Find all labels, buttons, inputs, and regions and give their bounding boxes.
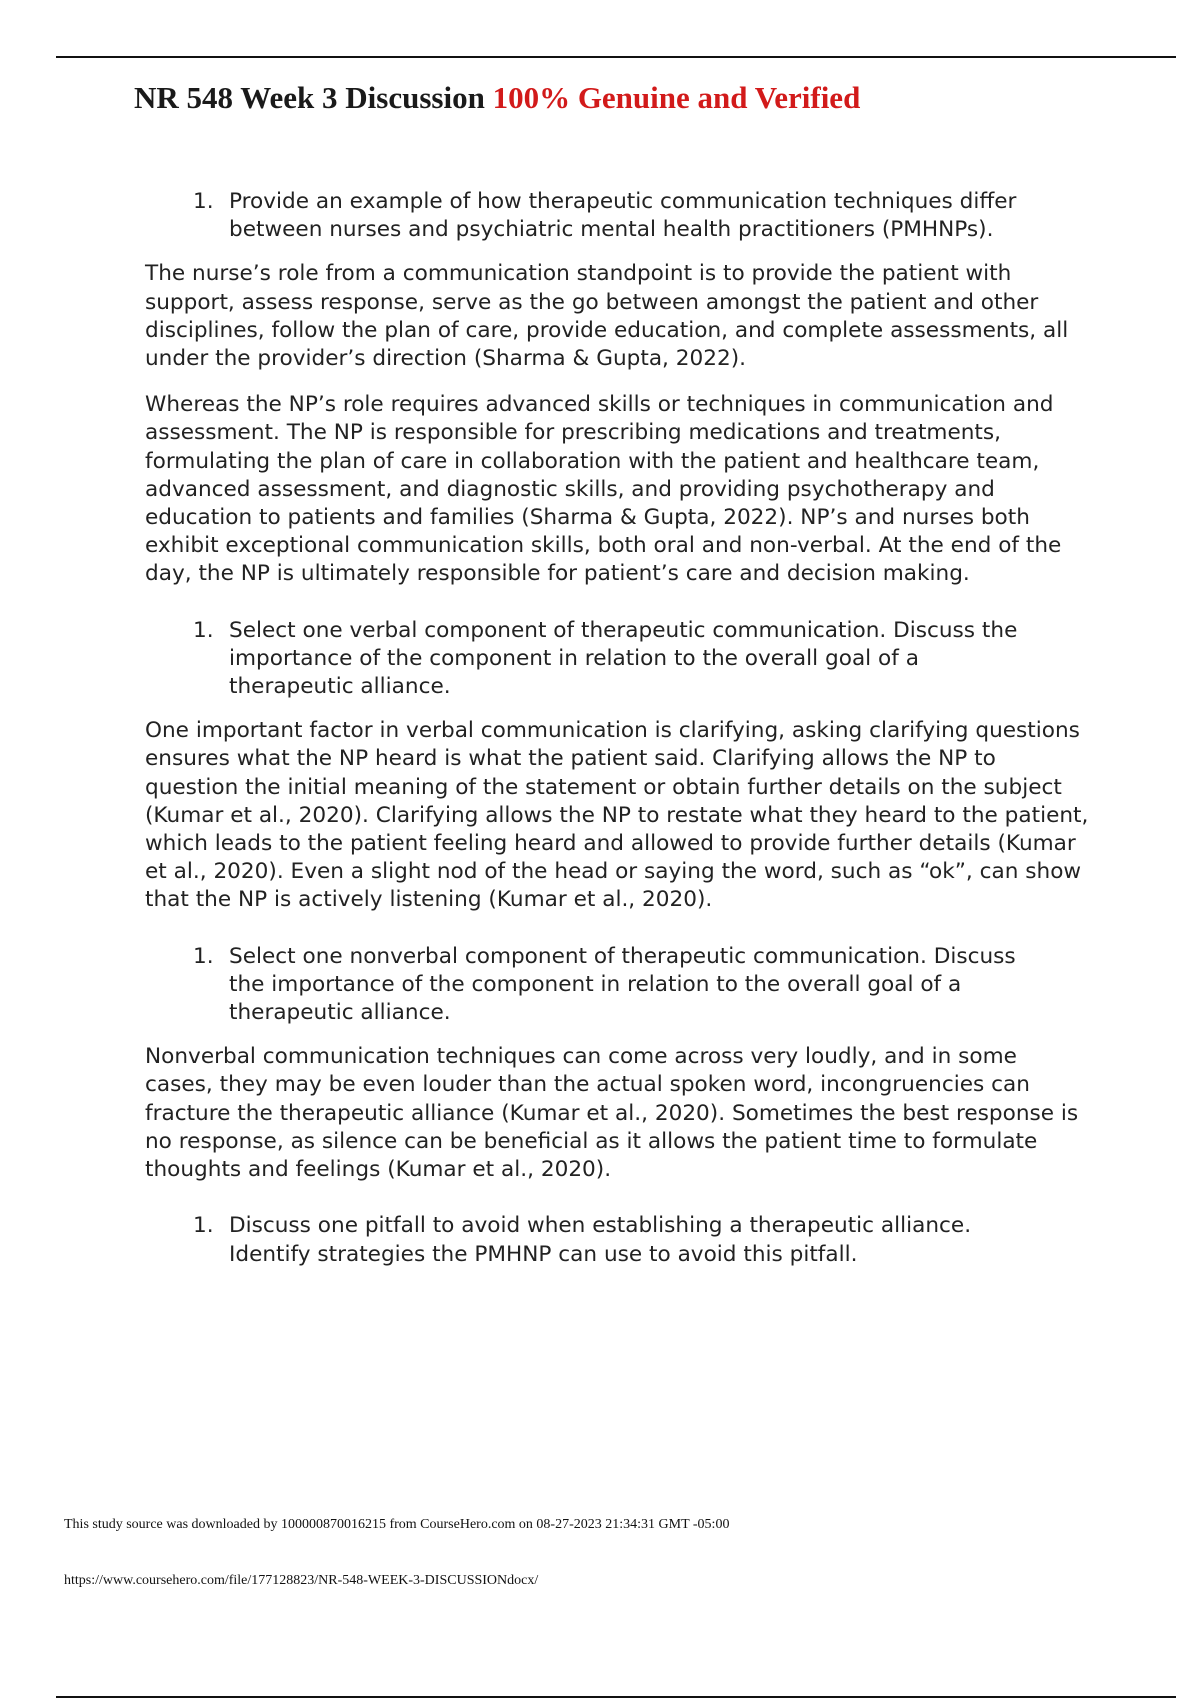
document-title: [134, 78, 860, 118]
question-number: 1.: [193, 617, 214, 643]
top-rule: [56, 56, 1176, 58]
title-main: NR 548 Week 3 Discussion: [134, 80, 493, 115]
question-4: [145, 1212, 1090, 1268]
bottom-rule: [56, 1696, 1176, 1698]
answer-paragraph: One important factor in verbal communication is clarifying, asking clarifying questions ensures what the NP heard is what the patient said. Clarifying allows the NP to question the initial meaning of the statement or obtain further details on the subject (Kumar et al., 2020). Clarifying allows the NP to restate what they heard to the patient, which leads to the patient feeling heard and allowed to provide further details (Kumar et al., 2020). Even a slight nod of the head or saying the word, such as “ok”, can show that the NP is actively listening (Kumar et al., 2020).: [145, 718, 1089, 913]
document-body: [145, 188, 1090, 1285]
answer-paragraph: Nonverbal communication techniques can come across very loudly, and in some cases, they may be even louder than the actual spoken word, incongruencies can fracture the therapeutic alliance (Kumar et al., 2020). Sometimes the best response is no response, as silence can be beneficial as it allows the patient time to formulate thoughts and feelings (Kumar et al., 2020).: [145, 1044, 1079, 1183]
question-3: [145, 943, 1090, 1028]
question-text: Provide an example of how therapeutic communication techniques differ between nurses and psychiatric mental health practitioners (PMHNPs).: [229, 189, 1017, 243]
answer-paragraph: Whereas the NP’s role requires advanced skills or techniques in communication and assessment. The NP is responsible for prescribing medications and treatments, formulating the plan of care in collaboration with the patient and healthcare team, advanced assessment, and diagnostic skills, and providing psychotherapy and education to patients and families (Sharma & Gupta, 2022). NP’s and nurses both exhibit exceptional communication skills, both oral and non-verbal. At the end of the day, the NP is ultimately responsible for patient’s care and decision making.: [145, 392, 1062, 587]
question-number: 1.: [193, 943, 214, 969]
question-number: 1.: [193, 189, 214, 214]
question-2: [145, 617, 1090, 702]
question-text: Select one nonverbal component of therapeutic communication. Discuss the importance of the component in relation to the overall goal of a therapeutic alliance.: [229, 943, 1016, 1026]
question-1: [145, 188, 1090, 244]
answer-paragraph: The nurse’s role from a communication standpoint is to provide the patient with support, assess response, serve as the go between amongst the patient and other disciplines, follow the plan of care, provide education, and complete assessments, all under the provider’s direction (Sharma & Gupta, 2022).: [145, 261, 1069, 372]
question-number: 1.: [193, 1213, 214, 1239]
question-text: Select one verbal component of therapeutic communication. Discuss the importance of the component in relation to the overall goal of a therapeutic alliance.: [229, 617, 1018, 700]
question-text: Discuss one pitfall to avoid when establishing a therapeutic alliance. Identify strategies the PMHNP can use to avoid this pitfall.: [229, 1213, 972, 1267]
title-accent: 100% Genuine and Verified: [492, 80, 861, 115]
source-url: https://www.coursehero.com/file/177128823/NR-548-WEEK-3-DISCUSSIONdocx/: [64, 1573, 539, 1588]
source-note: This study source was downloaded by 100000870016215 from CourseHero.com on 08-27-2023 21:34:31 GMT -05:00: [64, 1517, 730, 1532]
